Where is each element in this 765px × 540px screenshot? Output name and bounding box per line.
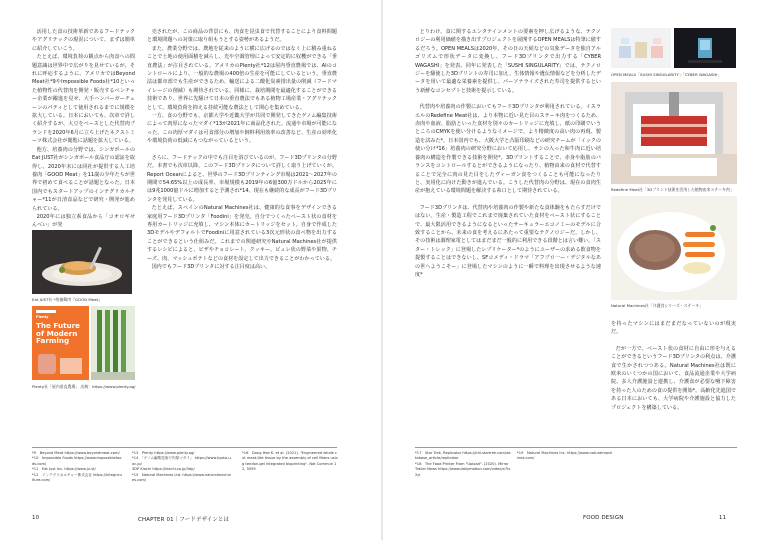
printed-steak-illustration xyxy=(611,82,737,184)
left-text-column-2 xyxy=(147,28,337,271)
paragraph: 国内でもフード3Dプリンタに対する注目度は高い。 xyxy=(151,263,271,270)
paragraph: 一方、食の分野でも、京都大学や近畿大学が共同で開発してきたゲノム編集技術によって肉厚になったマダイ*13が2021年に商品化された。流通や市場が可能になった、この肉厚マダイは可食部分の増加や飼料利用効率の改善など、生産の効率化や環境負荷の低減にもつながっているという。 xyxy=(147,113,337,145)
paragraph: 活用した食の技術革新であるフードテックやアグリテックの現況について、まずは簡単に紹介していこう。 xyxy=(32,29,135,52)
footnote: *13 Plenty https://www.plenty.ag/ xyxy=(132,451,195,455)
plenty-vertical-farm-photo xyxy=(91,306,135,380)
paragraph: 売されたが、この商品の背景にも、肉食を昆虫食で代替することにより食料問題と環境問題への対策に取り組もうとする姿勢があるようだ。 xyxy=(147,29,337,44)
footnote: *18 The Food Printer From "Upload". (2020). Mirror Trailer News https://www.dailymotion.com/video/x7tc2yi xyxy=(415,461,511,477)
footnotes-column-2 xyxy=(132,451,232,483)
left-page xyxy=(0,0,382,540)
redefine-meat-photo xyxy=(611,82,737,184)
paragraph: を持ったマシンにはまだまだなっていないのが現実だ。 xyxy=(611,321,736,336)
natural-machines-photo xyxy=(611,196,737,300)
paragraph: だが一方で、ペースト状の食材に自由に形を与えることができるというフード3Dプリンタの利点は、介護食で生かされつつある。Natural Machines社は既に欧米のいくつかの国において、食品流通企業や大学病院、多人介護施設と連携し、介護食が必要な嚥下障害を持った人のための食の提供を開始*。高齢化先進国である日本においても、大学病院や介護施設と協力したプロジェクトを構築している。 xyxy=(611,345,736,411)
paragraph: 2020年には独立系食品から「コオロギせんべい」が発 xyxy=(32,213,135,229)
left-text-column-1 xyxy=(32,28,135,230)
brand-name: Plenty xyxy=(36,315,49,319)
plenty-book-cover xyxy=(32,306,89,380)
footnote: *16 Dong Hee K. et al. (2021). "Engineered whole cut meat-like tissue by the assembly of cell fibers using tendon-gel integrated bioprinting". Nat Commun 12, 5059 xyxy=(242,451,338,472)
plated-meat-illustration xyxy=(32,230,132,294)
footnote: *17 Star Trek, Replicator https://intl.startrek.com/database_article/replicator xyxy=(415,451,511,461)
footnotes-column-2 xyxy=(517,451,613,462)
footnote: *10 Impossible Foods https://www.impossiblefoods.com/ xyxy=(32,456,122,466)
paragraph: 他方、培養肉の分野では、シンガポールのEat JUST社がシンガポール食品庁の認証を取得し、2020年末には同社が提供する人工培養肉「GOOD Meat」を11歳の少年たちが世界で初めて食べることが話題となった。日本国内でもスタートアップのインテグリカルチャー*11が日清食品などで研究・開発が進められている。 xyxy=(32,146,135,212)
eat-just-meat-photo xyxy=(32,230,132,294)
sushi-singularity-photo xyxy=(611,28,671,68)
eat-just-caption: Eat JUST社 *培養鶏肉『GOOD Meat』 xyxy=(32,297,102,302)
footnotes-column-1 xyxy=(32,451,122,483)
paragraph: フード3Dプリンタは、代替肉や培養肉の作製や新たな食体験をもたらすだけではない。生産・製造工程でこれまで廃棄されていた食材をペースト状にすることで、最大限活用できるようになるといったサーキュラーエコノミーのモデルに合致することから、未来の食を考えるにあたって重要なテクノロジーだ。しかし、その技術は調理家電としてはまだまだ一般的に利用できる段階とは言い難い。「スター・トレック」に登場したレプリケーター*のようにユーザーの求める飲食物を提製することはできないし、SFコメディ・ドラマ「アフプロ一ー・デジタルなあの世へようこそー」に登場したマシンのように一瞬で料理を出現させるような速度* xyxy=(415,204,601,278)
redefine-meat-caption: Redefine Meat社「3Dプリント技術を活用した植物由来ステーキ肉」 xyxy=(611,187,734,192)
footnote-rule xyxy=(32,447,337,448)
plenty-caption: Plenty社「屋内垂直農場」 出典：https://www.plenty.ag/ xyxy=(32,384,136,389)
footnote: 3DP Kiachi https://kiachi.co.jp/3dp/ xyxy=(132,467,195,472)
book-title: The Future of Modern Farming xyxy=(36,321,81,346)
peach-shape xyxy=(60,358,82,374)
vertical-farm-illustration xyxy=(91,306,135,380)
section-running-header: FOOD DESIGN xyxy=(583,515,624,521)
footnotes-column-1 xyxy=(415,451,511,478)
footnote: *19 Natural Machines Inc. https://www.naturalmachines.com/ xyxy=(517,451,613,461)
cyber-wagashi-photo xyxy=(674,28,736,68)
footnote-rule xyxy=(415,447,737,448)
footnote: *14 「ゲノム編集技術で肉厚マダイ」 https://www.kyoto-u.ac.jp/ xyxy=(132,456,232,466)
chapter-running-header: CHAPTER 01｜フードデザインとは xyxy=(138,517,230,523)
footnote: *9 Beyond Meat https://www.beyondmeat.com/ xyxy=(32,451,120,455)
pink-shape xyxy=(38,354,56,374)
paragraph: また、農業分野では、農地を従来のように横に広げるのではなく上に積み重ねることで土地の使用面積を減らし、光や空調管理によって安定的に収穫ができる「垂直農法」が注目されている。アメリカのPlenty社*12は屋内垂直農場では、AIのコントロールにより、一般的な農場の400倍の生産を可能にしているという。垂直農法は都市部でも生産ができるため、輸送による二酸化炭素排出量の削減（フードマイレージの削減）も期待されている。同様に、栽培期間を最適化することができる技術であり、世界に先駆けて日本の垂直農法でもある植物工場産業・アグリテックとして、環境負荷を抑える持続可能な農法として関心を集めている。 xyxy=(147,45,337,111)
right-text-column-2 xyxy=(611,320,736,412)
footnotes-column-3 xyxy=(242,451,338,473)
right-text-column-1 xyxy=(415,28,601,279)
footnote: *11 Eat Just Inc. https://www.ju.st/ xyxy=(32,467,96,472)
footnote: *12 インテグリカルチャー株式会社 https://integriculture.com/ xyxy=(32,472,122,483)
paragraph: 代替肉や培養肉の作製においてもフード3Dプリンタが利用されている。イスラエルのRedefine Meat社は、より本物に近い見た目のステーキ肉をつくるため、赤肉や血液、脂肪といった食材を別々のカートリッジに充填し、紙の印刷でいうところのCMYKを使い分けるようなイメージで、より精緻度の高い肉の再現、製造を試みた*。日本国内でも、大阪大学と凸版印刷などの研究チームが「イックの使い分け*16」培養肉の研究分野において応用し、サシの入った和牛肉に近い培養肉の構造を作製できる技術を開発*。3Dプリントすることで、赤身や脂肪のバランスをコントロールするとができるようになったり、植物由来の食材で代替することで完全に肉の見た目をしたヴィーガン食をつくることも可能になったりと、実用化に向けた動きが進んでいる。こうした代替肉の分野は、現在の食肉生産が抱えている環境問題を解決する糸口として期待されている。 xyxy=(415,104,601,195)
printed-sushi-illustration xyxy=(611,28,671,68)
paragraph: さらに、フードテックの中でも注目を浴びているのが、フード3Dプリンタの分野だ。本書でも次章以降、このフード3Dプリンタについて詳しく取り上げていくが、Report Oceanによると、世界のフード3Dプリンティング市場は2021〜2027年の期間で54.65%以上の成長率、市場規模も2019年の6億300万ドルから2025年には9兆1000億ドルに増加すると予測され*14、現在も継続的な成長がフード3Dプリンタを発見している。 xyxy=(147,154,337,203)
page-number-right: 11 xyxy=(719,515,727,521)
paragraph: たとえば、環境負荷の観点から肉食への問題意識は世界中で広がりを見せているが、それに呼応するように、アメリカではBeyond Meat社*9やImpossible Foods社*10といった植物性の代替肉を開発・販売するベンチャー企業が躍進を見せ、大手ハンバーガーチェーンのパティとして使用されるまでに規模を拡大している。日本においても、次章で詳しく紹介するが、大豆をベースとした代替肉ブランドを2020年6月に立ち上げたネクストミーツ株式会社が閲覧に話題を拡大している。 xyxy=(32,54,135,145)
brand-mark xyxy=(36,310,56,313)
paragraph: たとえば、スペインのNatural Machines社は、健康的な食事をデザインできる家庭用フード3Dプリンタ「Foodini」を発売。自分でつくったペースト状の食材を専用カートリッジに充填し、マシン本体にカートリッジをセット。自身で作成した3DモデルやデフォルトでFoodiniに用意されている3次元形状の食べ物を出力することができるという仕組みだ。これまでの関連研究やNatural Machines社が提供するレシピによると、ピザやチョコレート、クッキー、ビュレ状の野菜や果物、チーズ、肉、マッシュポテトなどの食材を設定して出力できることがわかっている。 xyxy=(147,205,337,262)
paragraph: とりわけ、食に関するエンタテインメントの要素を押し広げるような、テクノロジーの利用価値を描き出すプロジェクトを展開するOPEN MEALSは特筆に値するだろう。OPEN MEALSは2020年、その日の天候などの気象データを独自アルゴリズムで形状データに変換し、フード3Dプリンタで出力する「CYBER WAGASHI」を発表。同年に発表した「SUSHI SINGULARITY」では、テクノロジーを駆使した3Dプリントの寿司に加え、生体情報や遺伝情報などを分析したデータを用いて最適な栄養素を提供し、パーソナライズされた寿司を提供するという新鮮なコンセプトと技術を提示している。 xyxy=(415,29,601,94)
care-food-plate-illustration xyxy=(611,196,737,300)
open-meals-caption: OPEN MEALS「SUSHI SINGULARITY」「CYBER WAGASHI」 xyxy=(611,72,722,77)
right-page xyxy=(383,0,765,540)
natural-machines-caption: Natural Machines社「介護食シリーズ・ステーキ」 xyxy=(611,303,703,308)
page-number-left: 10 xyxy=(32,515,40,521)
cyber-wagashi-illustration xyxy=(674,28,736,68)
footnote: *15 Natural Machines Ltd. https://www.naturalmachines.com/ xyxy=(132,472,231,483)
